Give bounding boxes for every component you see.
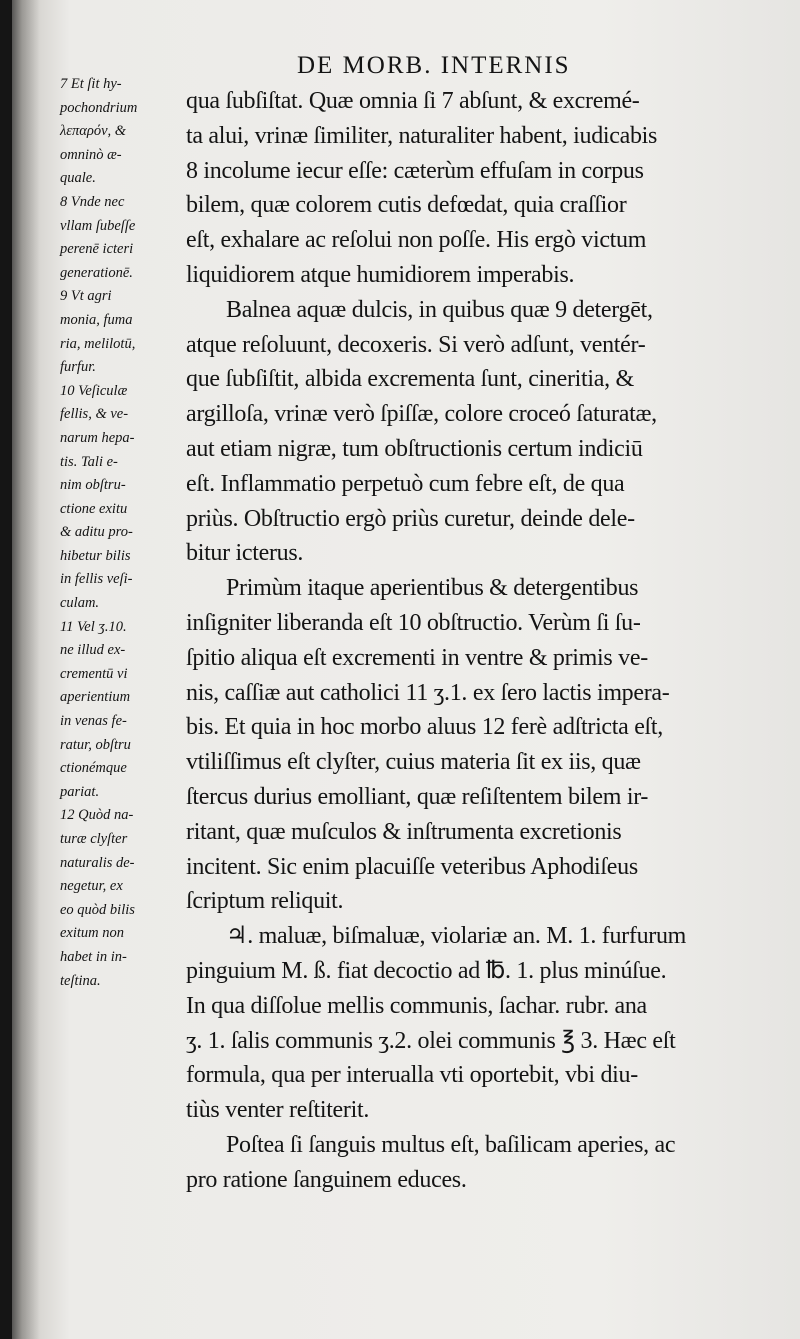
- text-line: eſt. Inflammatio perpetuò cum febre eſt, de qua: [186, 470, 625, 497]
- text-line: tiùs venter reſtiterit.: [186, 1097, 370, 1124]
- body-text: [186, 84, 766, 1198]
- margin-note: exitum non: [60, 925, 125, 942]
- margin-note: in venas fe-: [60, 713, 127, 730]
- margin-note: generationē.: [60, 264, 133, 281]
- text-line: ʒ. 1. ſalis communis ʒ.2. olei communis ℥ 3. Hæc eſt: [186, 1027, 676, 1054]
- text-line: qua ſubſiſtat. Quæ omnia ſi 7 abſunt, & excremé-: [186, 88, 640, 114]
- margin-note: λεπαρόν, &: [60, 123, 127, 140]
- margin-note: 12 Quòd na-: [60, 807, 134, 824]
- margin-note: culam.: [60, 595, 100, 612]
- text-line: Poſtea ſi ſanguis multus eſt, baſilicam aperies, ac: [226, 1131, 676, 1158]
- margin-note: pochondrium: [60, 99, 138, 116]
- margin-note: perenē icteri: [60, 241, 134, 258]
- running-title: DE MORB. INTERNIS: [297, 52, 571, 79]
- margin-note: pariat.: [60, 783, 100, 800]
- text-line: incitent. Sic enim placuiſſe veteribus Aphodiſeus: [186, 853, 638, 880]
- text-line: eſt, exhalare ac reſolui non poſſe. His ergò victum: [186, 227, 647, 254]
- margin-note: in fellis veſi-: [60, 571, 133, 588]
- margin-note: ctionémque: [60, 760, 127, 777]
- margin-note: furfur.: [60, 359, 96, 376]
- text-line: pinguium M. ß. fiat decoctio ad ℔. 1. plus minúſue.: [186, 957, 667, 984]
- margin-note: nim obſtru-: [60, 477, 126, 494]
- margin-note: fellis, & ve-: [60, 406, 129, 423]
- marginal-notes: [60, 73, 188, 993]
- binding-gutter: [0, 0, 12, 1339]
- text-line: atque reſoluunt, decoxeris. Si verò adſunt, ventér-: [186, 331, 646, 358]
- margin-note: aperientium: [60, 689, 131, 706]
- margin-note: ria, melilotū,: [60, 335, 136, 352]
- margin-note: 7 Et ſit hy-: [60, 76, 122, 92]
- margin-note: tis. Tali e-: [60, 453, 118, 470]
- margin-note: negetur, ex: [60, 878, 123, 895]
- margin-note: 9 Vt agri: [60, 288, 112, 305]
- text-line: ritant, quæ muſculos & inſtrumenta excretionis: [186, 818, 622, 845]
- margin-note: & aditu pro-: [60, 524, 133, 541]
- text-line: In qua diſſolue mellis communis, ſachar. rubr. ana: [186, 992, 647, 1019]
- text-line: inſigniter liberanda eſt 10 obſtructio. Verùm ſi ſu-: [186, 609, 641, 636]
- margin-note: turæ clyſter: [60, 831, 128, 847]
- text-line: aut etiam nigræ, tum obſtructionis certum indiciū: [186, 435, 643, 462]
- text-line: ſpitio aliqua eſt excrementi in ventre & primis ve-: [186, 644, 648, 671]
- text-line: Primùm itaque aperientibus & detergentibus: [226, 575, 639, 602]
- margin-note: teſtina.: [60, 972, 101, 989]
- text-line: bitur icterus.: [186, 540, 304, 567]
- margin-note: vllam ſubeſſe: [60, 217, 136, 234]
- margin-note: naturalis de-: [60, 854, 135, 871]
- text-line: priùs. Obſtructio ergò priùs curetur, deinde dele-: [186, 505, 635, 532]
- text-line: ♃. maluæ, biſmaluæ, violariæ an. M. 1. furfurum: [226, 923, 687, 950]
- text-line: que ſubſiſtit, albida excrementa ſunt, cineritia, &: [186, 366, 634, 393]
- margin-note: 10 Veſiculæ: [60, 382, 128, 399]
- margin-note: crementū vi: [60, 665, 128, 682]
- margin-note: quale.: [60, 170, 96, 187]
- text-line: vtiliſſimus eſt clyſter, cuius materia ſit ex iis, quæ: [186, 749, 641, 776]
- margin-note: 11 Vel ʒ.10.: [60, 618, 127, 635]
- margin-note: hibetur bilis: [60, 547, 131, 564]
- text-line: ſcriptum reliquit.: [186, 888, 344, 915]
- margin-note: omninò æ-: [60, 146, 122, 163]
- margin-note: ctione exitu: [60, 500, 128, 517]
- text-line: nis, caſſiæ aut catholici 11 ʒ.1. ex ſero lactis impera-: [186, 679, 670, 706]
- text-line: 8 incolume iecur eſſe: cæterùm effuſam in corpus: [186, 157, 644, 184]
- text-line: Balnea aquæ dulcis, in quibus quæ 9 detergēt,: [226, 296, 653, 323]
- text-line: ta alui, vrinæ ſimiliter, naturaliter habent, iudicabis: [186, 122, 658, 149]
- margin-note: ratur, obſtru: [60, 736, 131, 753]
- margin-note: eo quòd bilis: [60, 901, 135, 918]
- text-line: formula, qua per interualla vti oportebit, vbi diu-: [186, 1062, 638, 1089]
- text-line: bilem, quæ colorem cutis defœdat, quia craſſior: [186, 192, 627, 219]
- margin-note: habet in in-: [60, 948, 127, 965]
- margin-note: 8 Vnde nec: [60, 193, 125, 210]
- text-line: ſtercus durius emolliant, quæ reſiſtentem bilem ir-: [186, 783, 649, 810]
- text-line: liquidiorem atque humidiorem imperabis.: [186, 261, 575, 288]
- margin-note: narum hepa-: [60, 429, 135, 446]
- text-line: argilloſa, vrinæ verò ſpiſſæ, colore croceó ſaturatæ,: [186, 401, 657, 428]
- text-line: bis. Et quia in hoc morbo aluus 12 ferè adſtricta eſt,: [186, 714, 663, 741]
- margin-note: ne illud ex-: [60, 642, 126, 659]
- margin-note: monia, fuma: [60, 311, 133, 328]
- text-line: pro ratione ſanguinem educes.: [186, 1166, 467, 1193]
